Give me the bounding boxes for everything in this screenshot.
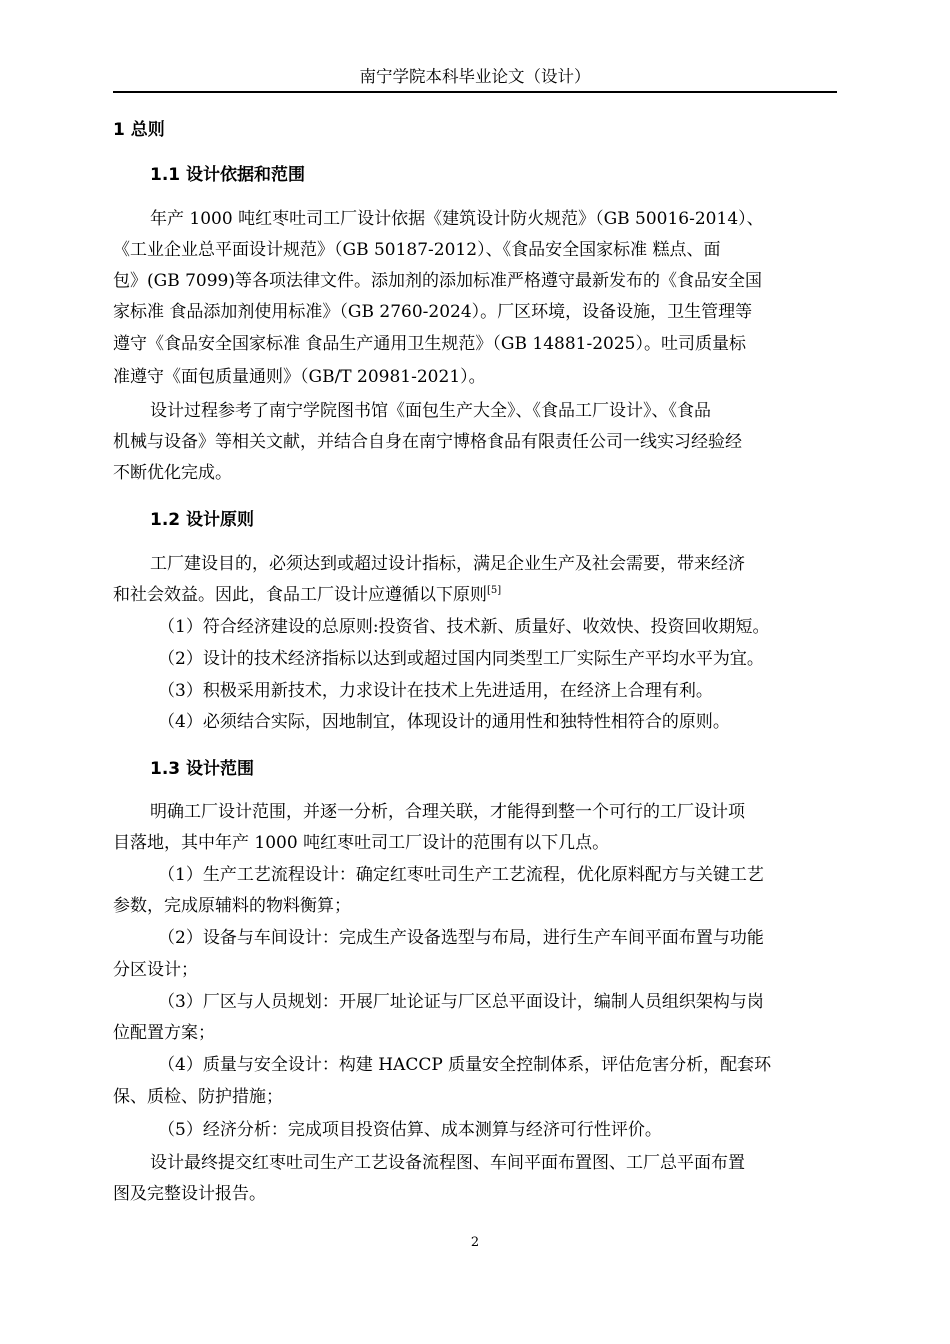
paragraph-line: 图及完整设计报告。 <box>113 1184 266 1204</box>
paragraph-line: 机械与设备》等相关文献，并结合自身在南宁博格食品有限责任公司一线实习经验经 <box>113 432 742 452</box>
running-header: 南宁学院本科毕业论文（设计） <box>359 67 591 86</box>
paragraph-text: 和社会效益。因此，食品工厂设计应遵循以下原则 <box>113 585 487 605</box>
section-heading-1-2: 1.2 设计原则 <box>150 510 255 530</box>
list-item-continuation: 位配置方案； <box>113 1023 215 1043</box>
paragraph-line: 设计过程参考了南宁学院图书馆《面包生产大全》、《食品工厂设计》、《食品 <box>150 401 711 421</box>
list-item: （2）设备与车间设计：完成生产设备选型与布局，进行生产车间平面布置与功能 <box>158 928 764 948</box>
list-item: （1）生产工艺流程设计：确定红枣吐司生产工艺流程，优化原料配方与关键工艺 <box>158 865 764 885</box>
paragraph-line: 设计最终提交红枣吐司生产工艺设备流程图、车间平面布置图、工厂总平面布置 <box>150 1153 745 1173</box>
paragraph-line: 年产 1000 吨红枣吐司工厂设计依据《建筑设计防火规范》（GB 50016-2014）、 <box>150 209 764 229</box>
list-item: （3）积极采用新技术，力求设计在技术上先进适用，在经济上合理有利。 <box>158 681 713 701</box>
list-item: （3）厂区与人员规划：开展厂址论证与厂区总平面设计，编制人员组织架构与岗 <box>158 992 764 1012</box>
chapter-heading: 1 总则 <box>113 120 165 140</box>
paragraph-line: 不断优化完成。 <box>113 463 232 483</box>
page-number: 2 <box>470 1235 480 1250</box>
list-item: （5）经济分析：完成项目投资估算、成本测算与经济可行性评价。 <box>158 1120 662 1140</box>
list-item: （4）质量与安全设计：构建 HACCP 质量安全控制体系，评估危害分析，配套环 <box>158 1055 772 1075</box>
section-heading-1-1: 1.1 设计依据和范围 <box>150 165 306 185</box>
section-heading-1-3: 1.3 设计范围 <box>150 759 255 779</box>
paragraph-line: 包》(GB 7099)等各项法律文件。添加剂的添加标准严格遵守最新发布的《食品安全国 <box>113 271 763 291</box>
paragraph-line: 准遵守《面包质量通则》（GB/T 20981-2021）。 <box>113 367 486 387</box>
list-item-continuation: 分区设计； <box>113 960 198 980</box>
paragraph-line: 目落地，其中年产 1000 吨红枣吐司工厂设计的范围有以下几点。 <box>113 833 610 853</box>
paragraph-line: 遵守《食品安全国家标准 食品生产通用卫生规范》（GB 14881-2025）。吐司质量标 <box>113 334 746 354</box>
list-item-continuation: 保、质检、防护措施； <box>113 1087 283 1107</box>
list-item-continuation: 参数，完成原辅料的物料衡算； <box>113 896 351 916</box>
list-item: （2）设计的技术经济指标以达到或超过国内同类型工厂实际生产平均水平为宜。 <box>158 649 764 669</box>
paragraph-line <box>113 582 501 608</box>
citation-ref: [5] <box>487 585 502 596</box>
list-item: （4）必须结合实际，因地制宜，体现设计的通用性和独特性相符合的原则。 <box>158 712 730 732</box>
paragraph-line: 明确工厂设计范围，并逐一分析，合理关联，才能得到整一个可行的工厂设计项 <box>150 802 745 822</box>
paragraph-line: 《工业企业总平面设计规范》（GB 50187-2012）、《食品安全国家标准 糕点、面 <box>113 240 721 260</box>
header-divider <box>113 91 837 93</box>
paragraph-line: 工厂建设目的，必须达到或超过设计指标，满足企业生产及社会需要，带来经济 <box>150 554 745 574</box>
list-item: （1）符合经济建设的总原则:投资省、技术新、质量好、收效快、投资回收期短。 <box>158 617 770 637</box>
paragraph-line: 家标准 食品添加剂使用标准》（GB 2760-2024）。厂区环境，设备设施，卫生管理等 <box>113 302 753 322</box>
